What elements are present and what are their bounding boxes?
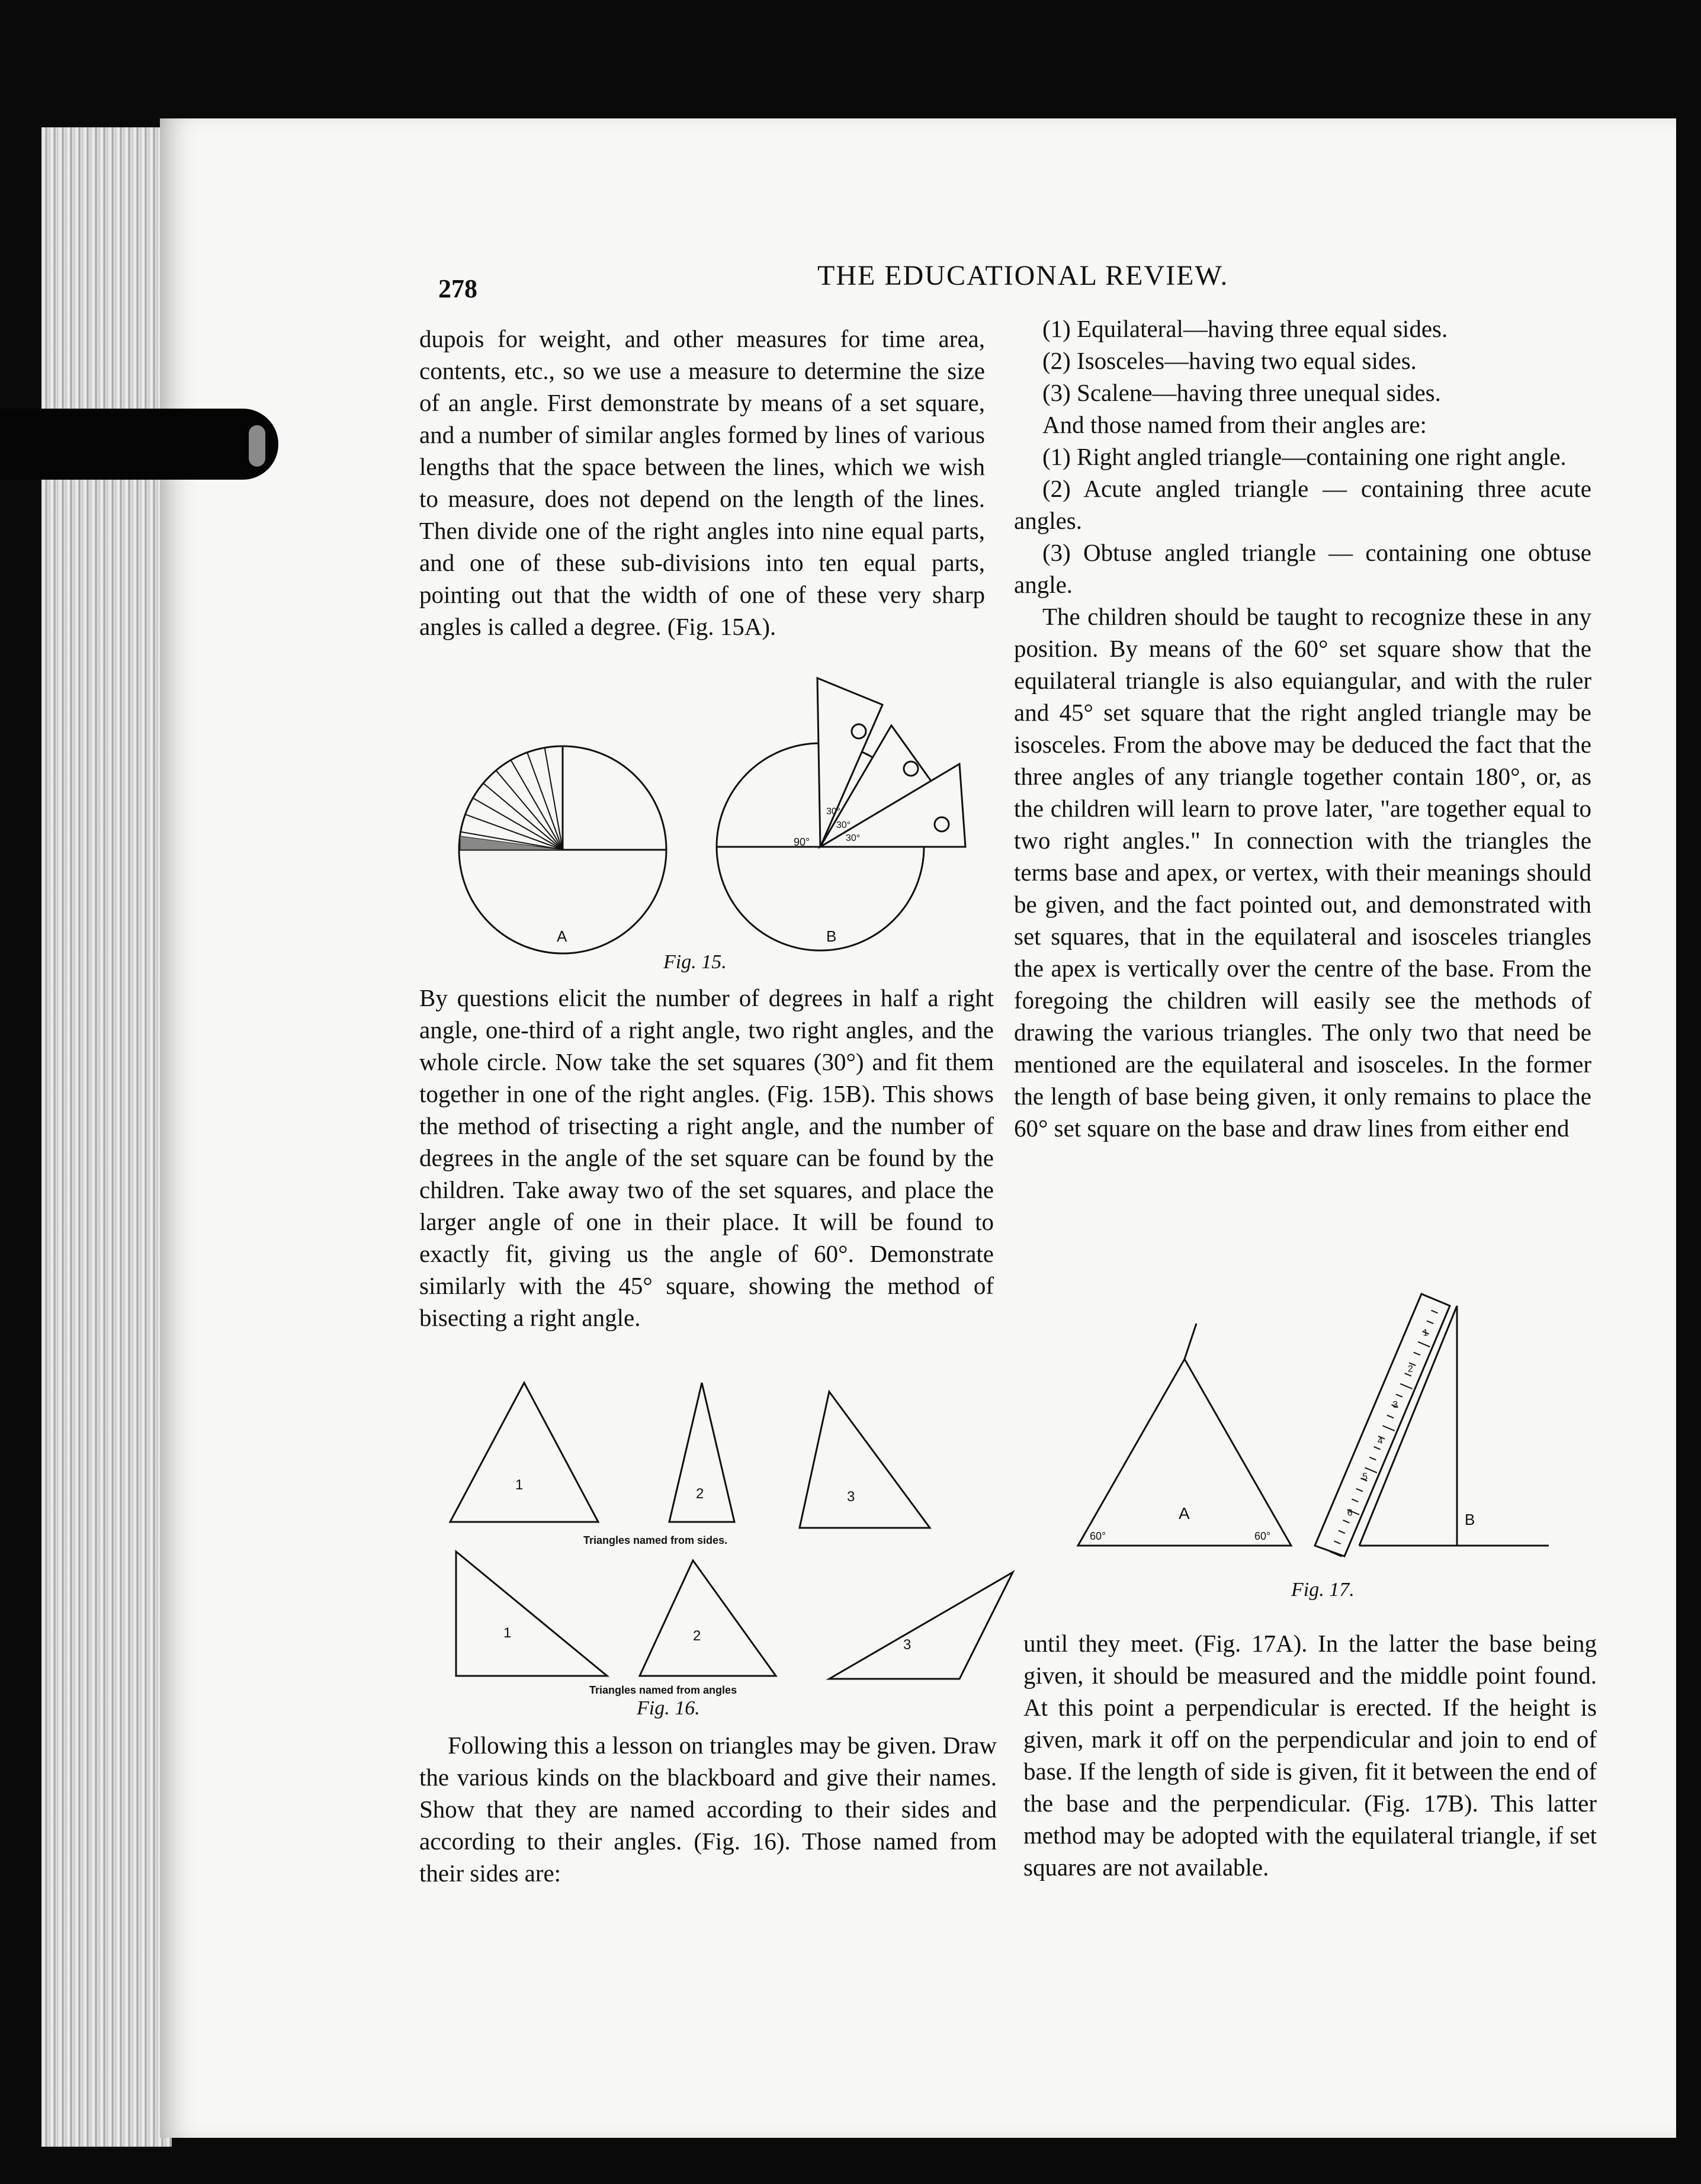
- paragraph-text: until they meet. (Fig. 17A). In the latter the base being given, it should be measured and the middle point found. At this point a perpendicular is erected. If the height is given, mark it off on the perpendicular and join to end of base. If the length of side is given, fit it between the end of the base and the perpendicular. (Fig. 17B). This latter method may be adopted with the equilateral triangle, if set squares are not available.: [1023, 1630, 1597, 1881]
- ruler-number: 1: [1423, 1328, 1429, 1338]
- fig15-caption: Fig. 15.: [663, 951, 727, 973]
- ruler: [1315, 1294, 1450, 1556]
- shaded-degree-wedge: [460, 836, 563, 850]
- label-a: A: [1179, 1504, 1190, 1523]
- list-item-angles-2: (2) Acute angled triangle — containing three acute angles.: [1014, 475, 1591, 534]
- left-column-paragraph-1: [419, 323, 985, 643]
- triangle-equilateral: [450, 1383, 598, 1522]
- right-column-bottom: [1023, 1627, 1597, 1883]
- angle-label-30-2: 30°: [836, 820, 851, 830]
- row2-caption: Triangles named from angles: [589, 1684, 737, 1696]
- label-b: B: [1465, 1511, 1475, 1528]
- label-2: 2: [693, 1628, 701, 1644]
- row1-caption: Triangles named from sides.: [583, 1534, 728, 1546]
- triangle-obtuse: [829, 1572, 1013, 1679]
- figure-16: [426, 1356, 1007, 1723]
- figure-17: [1066, 1279, 1564, 1611]
- paragraph-text: By questions elicit the number of degrees in half a right angle, one-third of a right angle, two right angles, and the whole circle. Now take the set squares (30°) and fit them together in one of the right angles. (Fig. 15B). This shows the method of trisecting a right angle, and the number of degrees in the angle of the set square can be found by the children. Take away two of the set squares, and place the larger angle of one in their place. It will be found to exactly fit, giving us the angle of 60°. Demonstrate similarly with the 45° square, showing the method of bisecting a right angle.: [419, 984, 994, 1331]
- list-item-sides-2: (2) Isosceles—having two equal sides.: [1042, 347, 1417, 374]
- circle-b: [717, 678, 965, 950]
- left-column-paragraph-3: [419, 1729, 997, 1889]
- ruler-number: 2: [1407, 1364, 1413, 1374]
- paragraph-text: Following this a lesson on triangles may be given. Draw the various kinds on the blackboard and give their names. Show that they are named according to their sides and according to their angles. (Fig. 16). Those named from their sides are:: [419, 1732, 997, 1887]
- angle-label-30-3: 30°: [846, 833, 861, 843]
- ruler-number: 5: [1362, 1472, 1368, 1482]
- triangle-acute: [640, 1560, 776, 1676]
- extension-line: [1185, 1324, 1196, 1359]
- label-2: 2: [696, 1486, 704, 1502]
- list-item-angles-1: (1) Right angled triangle—containing one right angle.: [1042, 443, 1567, 470]
- fig16-caption: Fig. 16.: [637, 1697, 700, 1719]
- label-3: 3: [847, 1489, 855, 1505]
- label-1: 1: [503, 1625, 512, 1641]
- bookmark-tab-highlight: [249, 425, 265, 467]
- list-item-angles-3: (3) Obtuse angled triangle — containing one obtuse angle.: [1014, 539, 1591, 598]
- label-a: A: [557, 927, 567, 945]
- running-head: THE EDUCATIONAL REVIEW.: [817, 260, 1229, 291]
- label-b: B: [826, 927, 837, 945]
- paragraph-text: The children should be taught to recognize these in any position. By means of the 60° set square show that the equilateral triangle is also equiangular, and with the ruler and 45° set square that the right angled triangle may be isosceles. From the above may be deduced the fact that the three angles of any triangle together contain 180°, or, as the children will learn to prove later, "are together equal to two right angles." In connection with the triangles the terms base and apex, or vertex, with their meanings should be given, and the fact pointed out, and demonstrated with set squares, that in the equilateral and isosceles triangles the apex is vertically over the centre of the base. From the foregoing the children will easily see the methods of drawing the various triangles. The only two that need be mentioned are the equilateral and isosceles. In the former the length of base being given, it only remains to place the 60° set square on the base and draw lines from either end: [1014, 603, 1591, 1142]
- angle-right: 60°: [1254, 1530, 1271, 1542]
- ruler-number: 6: [1347, 1508, 1353, 1518]
- angle-label-90: 90°: [794, 836, 810, 848]
- paragraph-text: dupois for weight, and other measures for time area, contents, etc., so we use a measure to determine the size of an angle. First demonstrate by means of a set square, and a number of similar angles formed by lines of various lengths that the space between the lines, which we wish to measure, does not depend on the length of the lines. Then divide one of the right angles into nine equal parts, and one of these sub-divisions into ten equal parts, pointing out that the width of one of these very sharp angles is called a degree. (Fig. 15A).: [419, 325, 985, 640]
- fig17-caption: Fig. 17.: [1291, 1579, 1355, 1601]
- left-column-paragraph-2: [419, 982, 994, 1334]
- label-1: 1: [515, 1477, 524, 1493]
- label-3: 3: [903, 1637, 912, 1653]
- triangle-scalene: [800, 1392, 930, 1528]
- right-column-top: [1014, 313, 1591, 1144]
- bookmark-tab: [0, 409, 278, 480]
- list-item-sides-1: (1) Equilateral—having three equal sides.: [1042, 315, 1448, 342]
- angle-label-30-1: 30°: [826, 807, 841, 817]
- ruler-number: 4: [1377, 1435, 1383, 1446]
- angles-intro: And those named from their angles are:: [1042, 411, 1427, 438]
- page-number: 278: [438, 274, 477, 303]
- angle-left: 60°: [1090, 1530, 1106, 1542]
- ruler-number: 3: [1392, 1400, 1398, 1411]
- list-item-sides-3: (3) Scalene—having three unequal sides.: [1042, 379, 1441, 406]
- triangle-right: [456, 1552, 607, 1676]
- figure-15: [438, 669, 983, 977]
